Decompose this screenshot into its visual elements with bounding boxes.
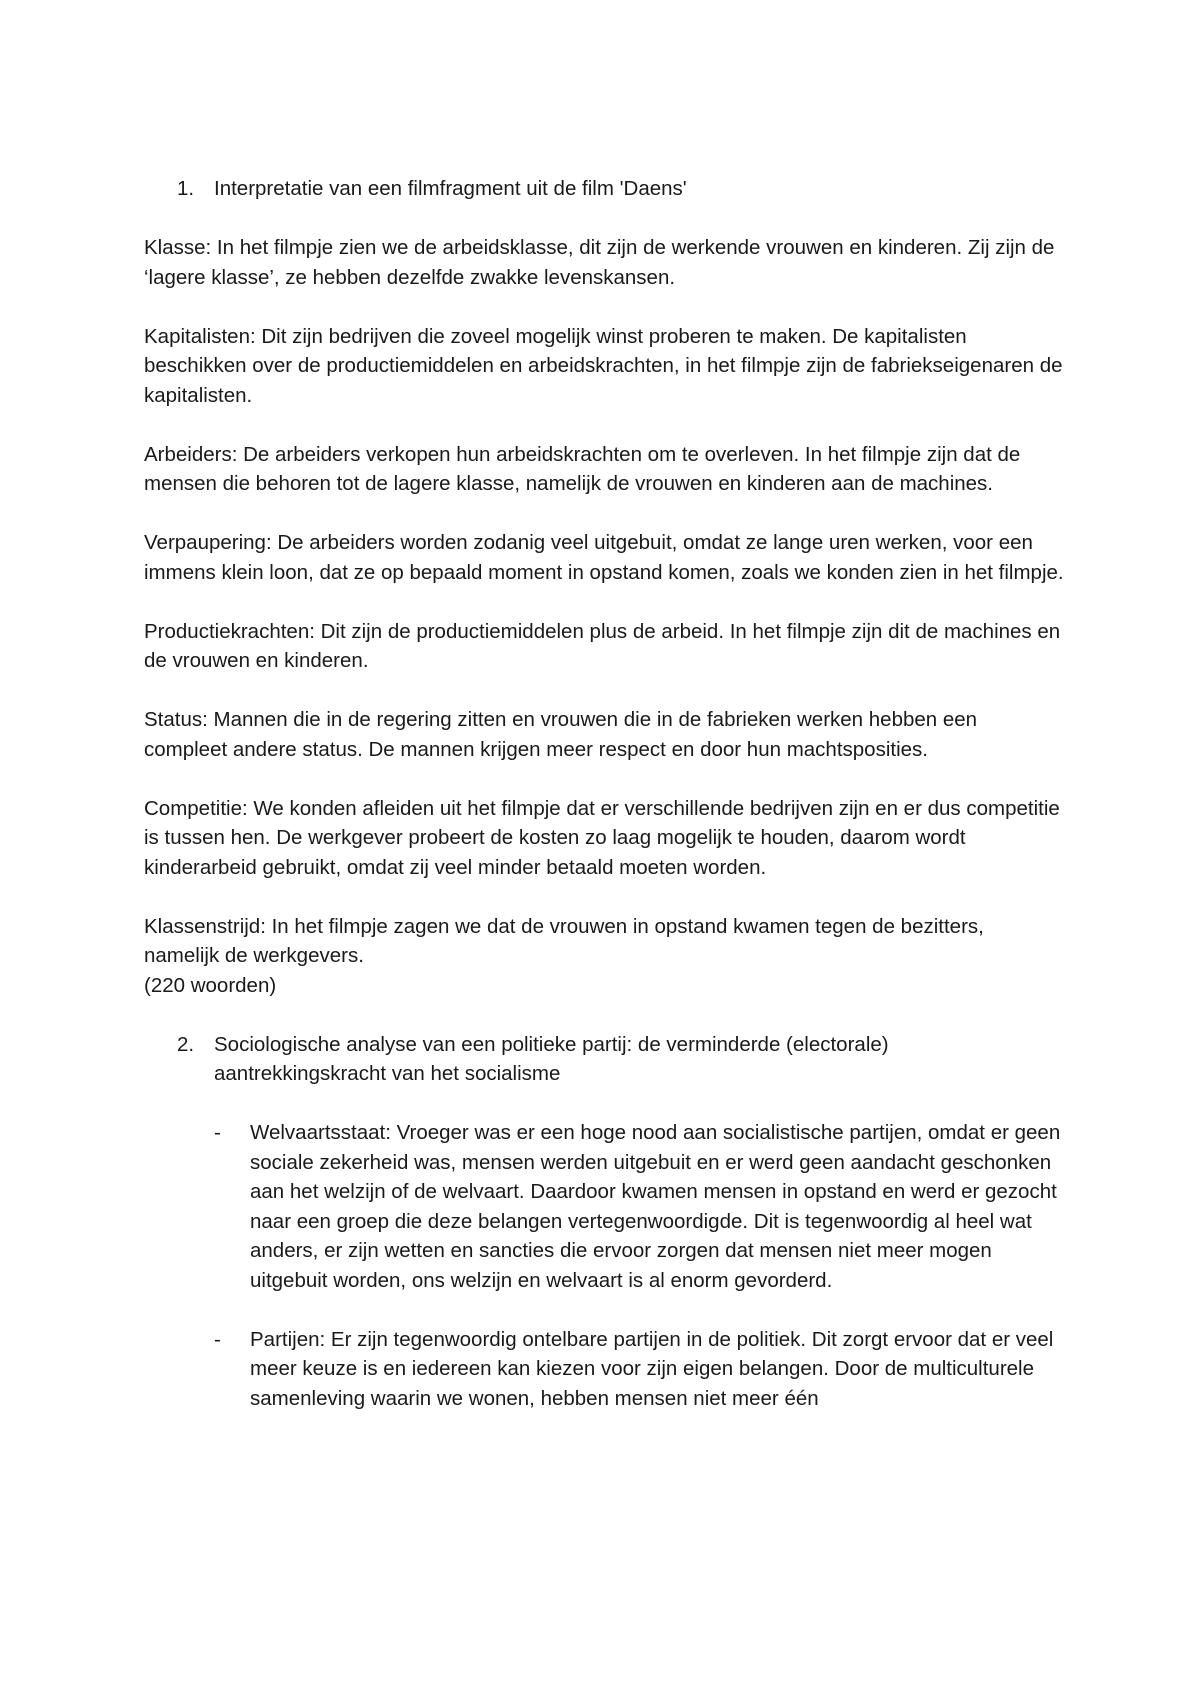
section-2-heading: [144, 1030, 1064, 1089]
paragraph-verpaupering: Verpaupering: De arbeiders worden zodanig veel uitgebuit, omdat ze lange uren werken, voor een immens klein loon, dat ze op bepaald moment in opstand komen, zoals we konden zien in het filmpje.: [144, 531, 1064, 584]
paragraph-status: Status: Mannen die in de regering zitten en vrouwen die in de fabrieken werken hebben een compleet andere status. De mannen krijgen meer respect en door hun machtsposities.: [144, 708, 978, 761]
paragraph-klassenstrijd: Klassenstrijd: In het filmpje zagen we dat de vrouwen in opstand kwamen tegen de bezitters, namelijk de werkgevers.: [144, 914, 984, 967]
section-2-number: 2.: [177, 1032, 195, 1056]
paragraph-competitie: Competitie: We konden afleiden uit het filmpje dat er verschillende bedrijven zijn en er dus competitie is tussen hen. De werkgever probeert de kosten zo laag mogelijk te houden, daarom wordt kinderarbeid gebruikt, omdat zij veel minder betaald moeten worden.: [144, 796, 1060, 879]
section-1-title: Interpretatie van een filmfragment uit de film 'Daens': [214, 177, 687, 200]
paragraph-klasse: Klasse: In het filmpje zien we de arbeidsklasse, dit zijn de werkende vrouwen en kinderen. Zij zijn de ‘lagere klasse’, ze hebben dezelfde zwakke levenskansen.: [144, 236, 1055, 289]
paragraph-arbeiders: Arbeiders: De arbeiders verkopen hun arbeidskrachten om te overleven. In het filmpje zijn dat de mensen die behoren tot de lagere klasse, namelijk de vrouwen en kinderen aan de machines.: [144, 442, 1021, 495]
section-1-heading: [144, 174, 1064, 204]
paragraph-productiekrachten: Productiekrachten: Dit zijn de productiemiddelen plus de arbeid. In het filmpje zijn dit de machines en de vrouwen en kinderen.: [144, 619, 1061, 672]
bullet-item-welvaartsstaat: [144, 1118, 1064, 1295]
bullet-dash: -: [214, 1121, 221, 1144]
paragraph-kapitalisten: Kapitalisten: Dit zijn bedrijven die zoveel mogelijk winst proberen te maken. De kapitalisten beschikken over de productiemiddelen en arbeidskrachten, in het filmpje zijn de fabriekseigenaren de kapitalisten.: [144, 324, 1063, 407]
section-2-title: Sociologische analyse van een politieke partij: de verminderde (electorale) aantrekkingskracht van het socialisme: [214, 1032, 889, 1085]
word-count: (220 woorden): [144, 973, 277, 997]
bullet-item-partijen: [144, 1325, 1064, 1414]
bullet-text-partijen: Partijen: Er zijn tegenwoordig ontelbare partijen in de politiek. Dit zorgt ervoor dat er veel meer keuze is en iedereen kan kiezen voor zijn eigen belangen. Door de multiculturele samenleving waarin we wonen, hebben mensen niet meer één: [250, 1327, 1054, 1410]
document-body: [144, 174, 1064, 1443]
bullet-dash: -: [214, 1327, 221, 1351]
bullet-text-welvaartsstaat: Welvaartsstaat: Vroeger was er een hoge nood aan socialistische partijen, omdat er geen sociale zekerheid was, mensen werden uitgebuit en er werd geen aandacht geschonken aan het welzijn of de welvaart. Daardoor kwamen mensen in opstand en werd er gezocht naar een groep die deze belangen vertegenwoordigde. Dit is tegenwoordig al heel wat anders, er zijn wetten en sancties die ervoor zorgen dat mensen niet meer mogen uitgebuit worden, ons welzijn en welvaart is al enorm gevorderd.: [250, 1121, 1061, 1292]
section-1-number: 1.: [177, 177, 195, 200]
